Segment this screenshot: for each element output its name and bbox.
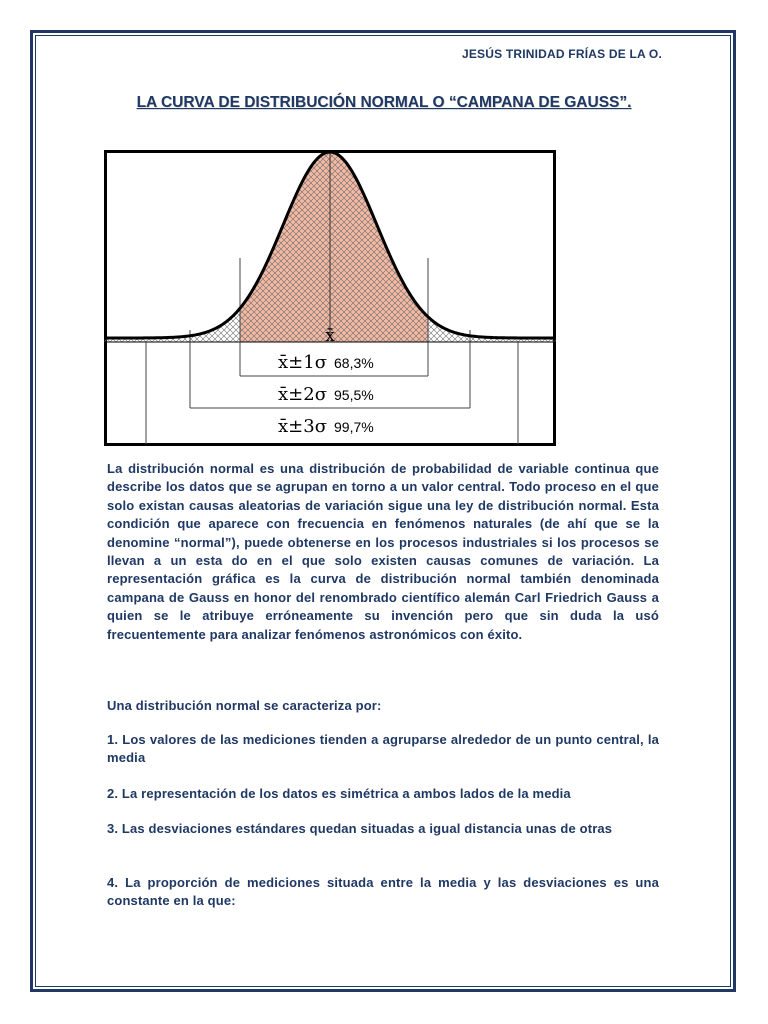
sigma-percent: 95,5% [334,387,374,403]
list-item: 2. La representación de los datos es simétrica a ambos lados de la media [107,786,571,801]
gauss-bell-figure [104,150,556,446]
sigma-percent: 99,7% [334,419,374,435]
sigma-percent: 68,3% [334,355,374,371]
sigma-row-2 [278,384,374,405]
sigma-label: x̄±2σ [278,384,327,405]
sigma-row-1 [278,352,374,373]
intro-paragraph: La distribución normal es una distribución de probabilidad de variable continua que describe los datos que se agrupan en torno a un valor central. Todo proceso en el que solo existan causas aleatorias de variación sigue una ley de distribución normal. Esta condición que aparece con frecuencia en fenómenos naturales (de ahí que se la denomine “normal”), puede obtenerse en los procesos industriales si los procesos se llevan a un esta do en el que solo existen causas comunes de variación. La representación gráfica es la curva de distribución normal también denominada campana de Gauss en honor del renombrado científico alemán Carl Friedrich Gauss a quien se le atribuye erróneamente su invención pero que sin duda la usó frecuentemente para analizar fenómenos astronómicos con éxito. [107,461,659,642]
list-item: 4. La proporción de mediciones situada entre la media y las desviaciones es una constante en la que: [107,875,659,909]
mean-label: x̄ [325,326,335,346]
document-title: LA CURVA DE DISTRIBUCIÓN NORMAL O “CAMPANA DE GAUSS”. [136,94,632,111]
sigma-label: x̄±3σ [278,416,327,437]
lead-paragraph: Una distribución normal se caracteriza por: [107,698,382,713]
list-item: 3. Las desviaciones estándares quedan situadas a igual distancia unas de otras [107,821,613,836]
sigma-row-3 [278,416,374,437]
author-header: JESÚS TRINIDAD FRÍAS DE LA O. [461,47,662,61]
sigma-label: x̄±1σ [278,352,327,373]
list-item: 1. Los valores de las mediciones tienden a agruparse alrededor de un punto central, la media [107,732,659,766]
